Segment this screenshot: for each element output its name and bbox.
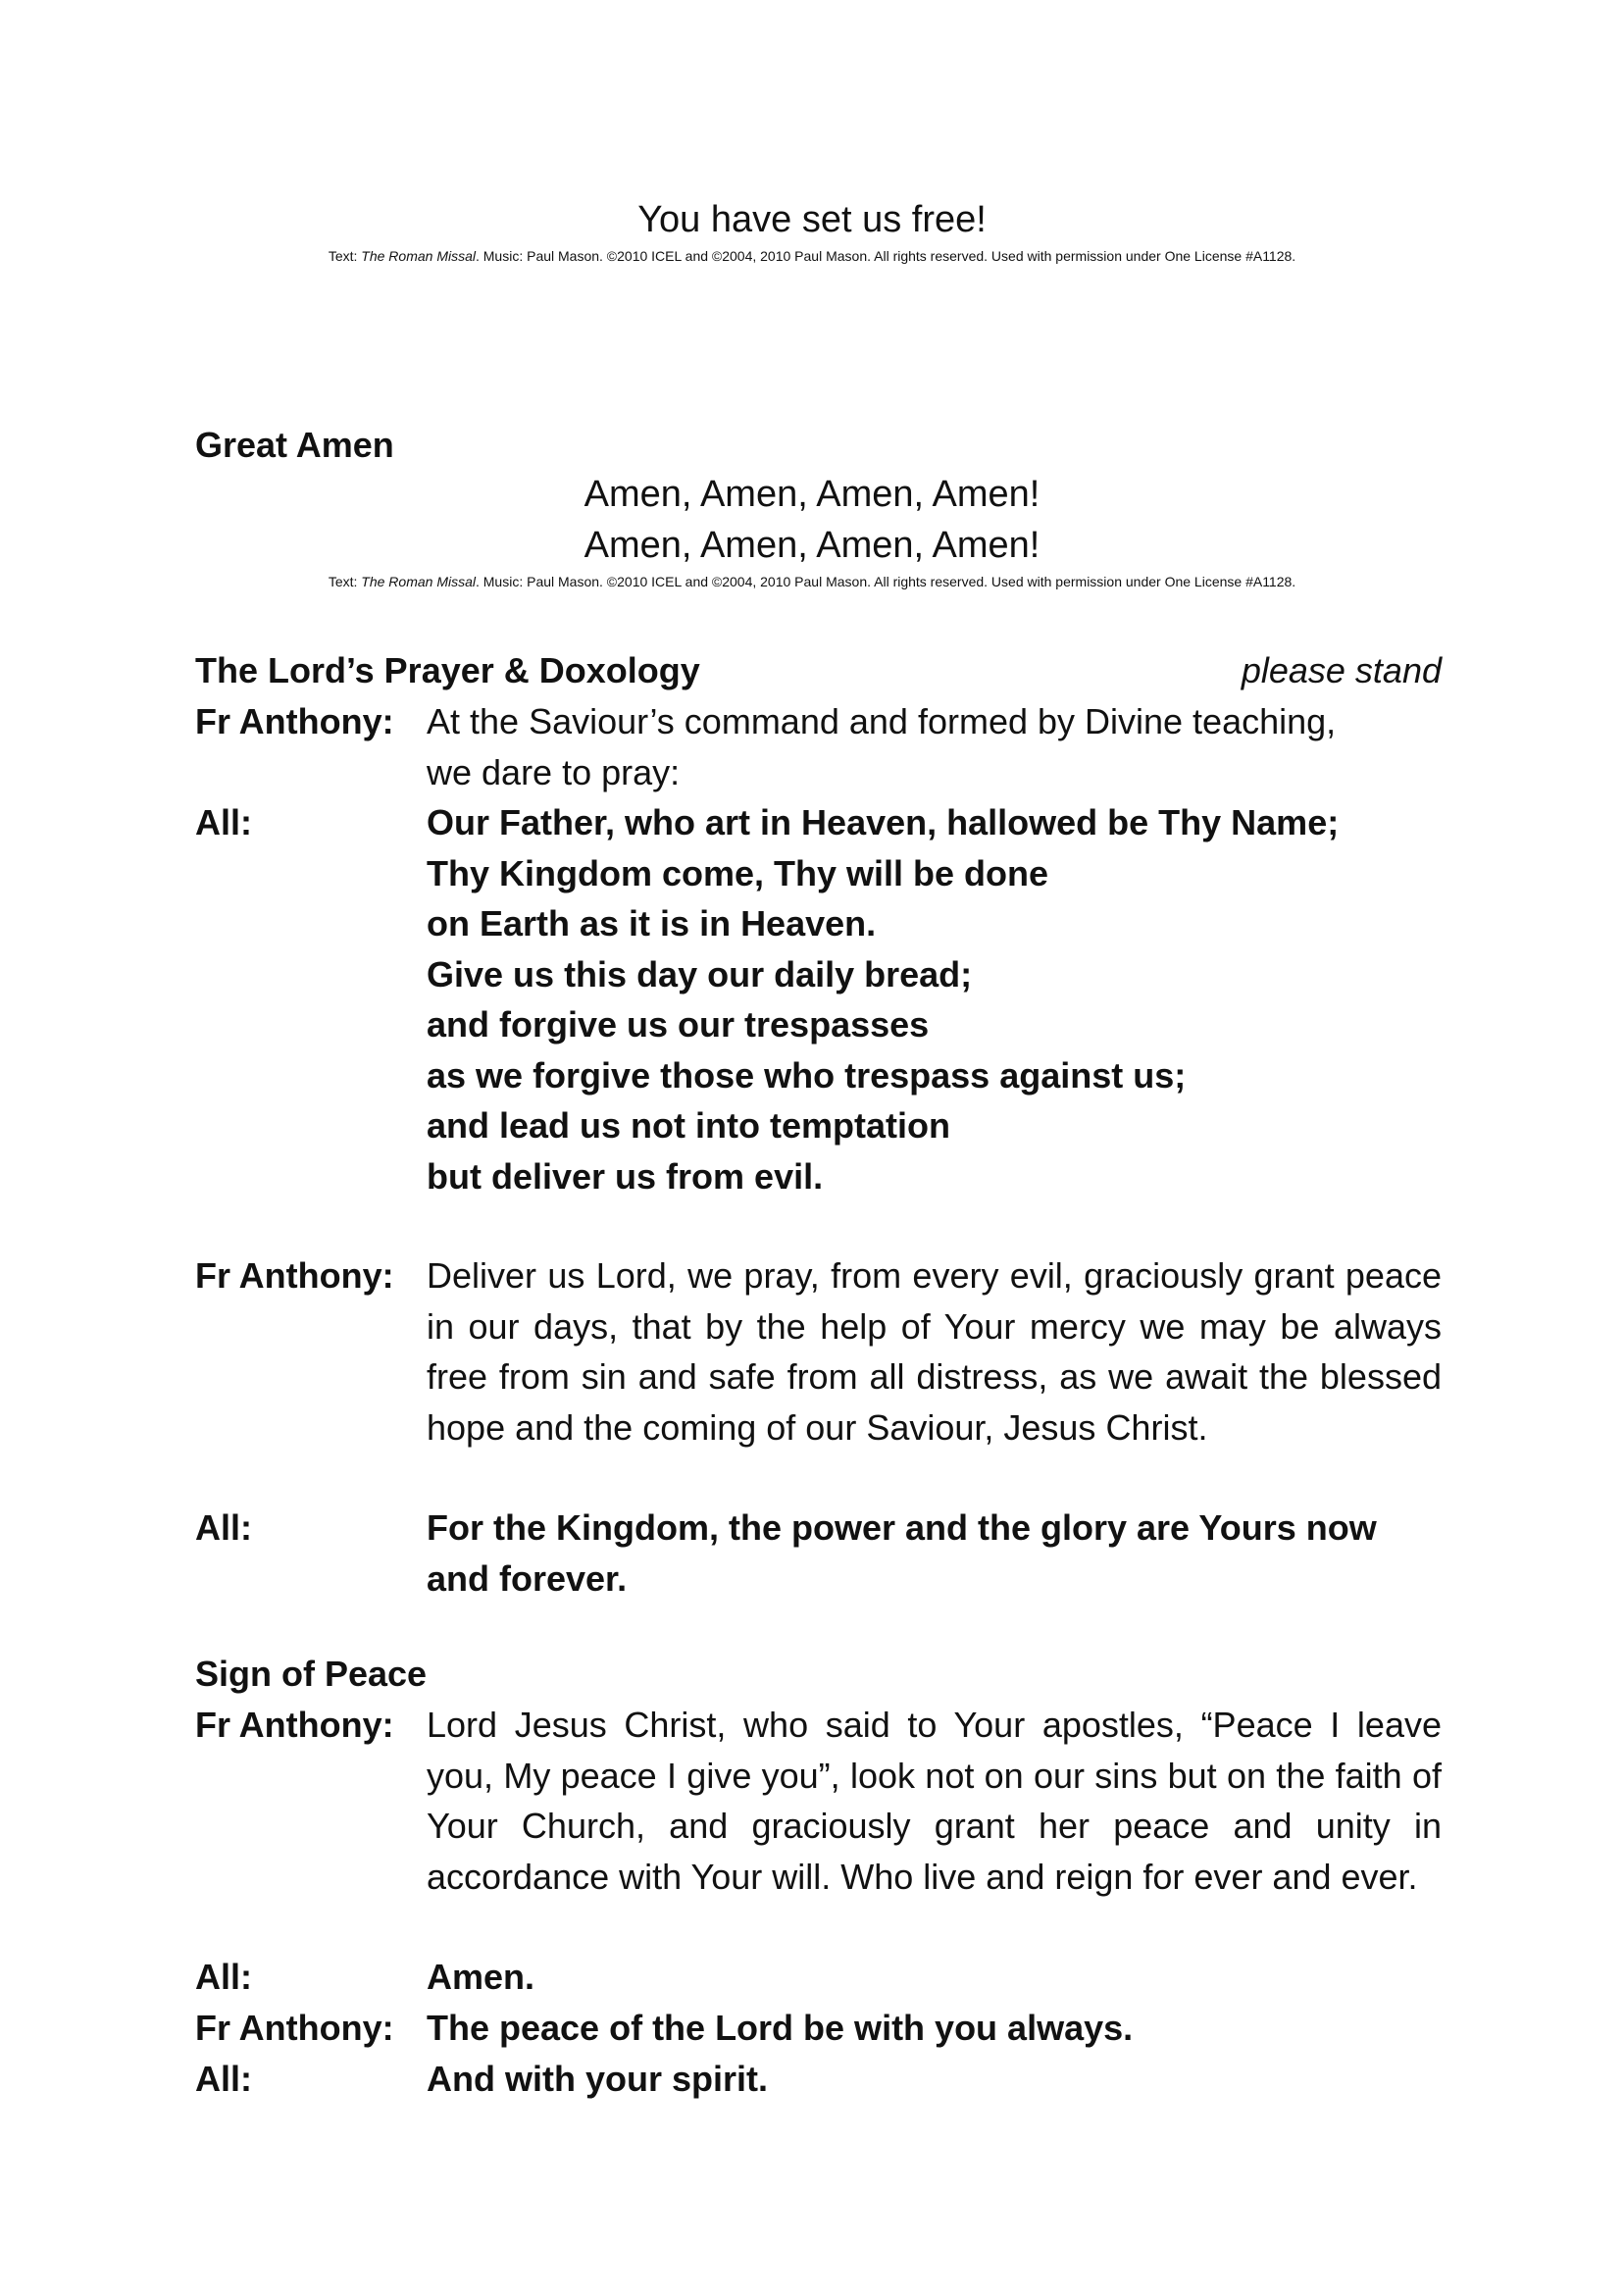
credit-source: The Roman Missal	[361, 248, 476, 264]
credit-rest: . Music: Paul Mason. ©2010 ICEL and ©2004, 2010 Paul Mason. All rights reserved. Used with permission under One License #A1128.	[475, 574, 1296, 589]
prayer-line: and forgive us our trespasses	[427, 1004, 930, 1045]
lords-prayer-intro	[195, 696, 1442, 797]
credit-label: Text:	[328, 574, 358, 589]
acclamation-credit	[0, 247, 1624, 265]
prayer-line: Give us this day our daily bread;	[427, 953, 973, 994]
peace-response-spirit	[195, 2054, 1442, 2105]
speaker-label: All:	[195, 1957, 252, 1997]
speaker-label: All:	[195, 2059, 252, 2099]
prayer-line: Thy Kingdom come, Thy will be done	[427, 852, 1049, 893]
credit-source: The Roman Missal	[361, 574, 476, 589]
peace-prayer	[195, 1700, 1442, 1902]
speaker-label: Fr Anthony:	[195, 701, 394, 741]
doxology	[195, 1503, 1442, 1604]
great-amen-line-1: Amen, Amen, Amen, Amen!	[584, 474, 1040, 515]
doxology-text: For the Kingdom, the power and the glory are Yours now and forever.	[427, 1507, 1377, 1599]
great-amen-heading: Great Amen	[195, 425, 394, 465]
embolism	[195, 1250, 1442, 1453]
prayer-line: as we forgive those who trespass against us;	[427, 1054, 1187, 1096]
speaker-label: Fr Anthony:	[195, 1255, 394, 1296]
stand-instruction: please stand	[1241, 650, 1442, 690]
response-text: Amen.	[427, 1957, 535, 1997]
sign-of-peace-heading: Sign of Peace	[195, 1654, 428, 1694]
intro-line: we dare to pray:	[427, 751, 681, 792]
prayer-line: on Earth as it is in Heaven.	[427, 903, 877, 943]
prayer-line: and lead us not into temptation	[427, 1105, 950, 1146]
our-father	[195, 797, 1442, 1201]
speaker-label: Fr Anthony:	[195, 1705, 394, 1745]
peace-greeting	[195, 2003, 1442, 2054]
response-text: And with your spirit.	[427, 2059, 768, 2099]
credit-rest: . Music: Paul Mason. ©2010 ICEL and ©2004, 2010 Paul Mason. All rights reserved. Used with permission under One License #A1128.	[475, 248, 1296, 264]
prayer-line: but deliver us from evil.	[427, 1155, 824, 1197]
peace-prayer-text: Lord Jesus Christ, who said to Your apostles, “Peace I leave you, My peace I give you”, look not on our sins but on the faith of Your Church, and graciously grant her peace and unity in accordance with Your will. Who live and reign for ever and ever.	[427, 1705, 1442, 1897]
speaker-label: Fr Anthony:	[195, 2008, 394, 2048]
lords-prayer-heading: The Lord’s Prayer & Doxology	[195, 650, 700, 690]
great-amen-credit	[0, 573, 1624, 590]
greeting-text: The peace of the Lord be with you always.	[427, 2008, 1134, 2048]
credit-label: Text:	[328, 248, 358, 264]
embolism-text: Deliver us Lord, we pray, from every evil, graciously grant peace in our days, that by the help of Your mercy we may be always free from sin and safe from all distress, as we await the blessed hope and the coming of our Saviour, Jesus Christ.	[427, 1255, 1442, 1448]
our-father-text	[427, 797, 1442, 1201]
great-amen-line-2: Amen, Amen, Amen, Amen!	[584, 525, 1040, 566]
acclamation-title: You have set us free!	[637, 199, 987, 240]
prayer-line: Our Father, who art in Heaven, hallowed be Thy Name;	[427, 802, 1340, 842]
speaker-label: All:	[195, 1507, 252, 1548]
intro-text	[427, 696, 1442, 797]
peace-response-amen	[195, 1952, 1442, 2003]
intro-line: At the Saviour’s command and formed by Divine teaching,	[427, 701, 1337, 741]
speaker-label: All:	[195, 802, 252, 842]
